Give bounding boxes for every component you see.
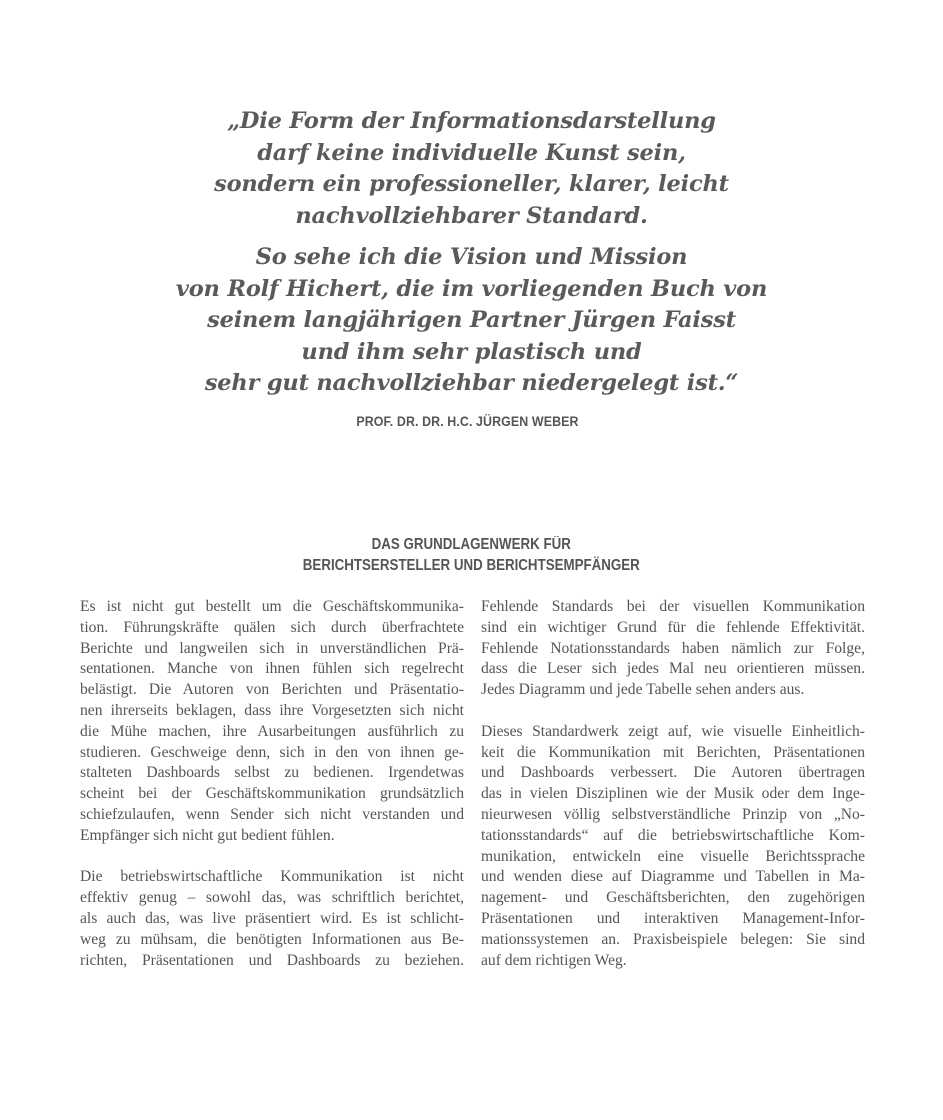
body-line: effektiv genug – sowohl das, was schriftlich berichtet, (80, 889, 464, 907)
body-line: Es ist nicht gut bestellt um die Geschäftskommunika- (80, 598, 464, 615)
body-paragraph (80, 867, 464, 971)
body-line: und Dashboards verbessert. Die Autoren übertragen (481, 764, 865, 782)
body-line: keit die Kommunikation mit Berichten, Präsentationen (481, 743, 865, 761)
quote-paragraph-1 (80, 106, 863, 232)
body-line: scheint bei der Geschäftskommunikation grundsätzlich (80, 785, 464, 803)
body-line: munikation, entwickeln eine visuelle Berichtssprache (481, 847, 865, 865)
heading-line: BERICHTSERSTELLER UND BERICHTSEMPFÄNGER (302, 557, 640, 574)
quote-line: sondern ein professioneller, klarer, leicht (214, 171, 729, 197)
quote-line: seinem langjährigen Partner Jürgen Faisst (207, 307, 736, 333)
body-paragraph (481, 597, 865, 701)
body-line: als auch das, was live präsentiert wird. Es ist schlicht- (80, 909, 464, 927)
quote-line: sehr gut nachvollziehbar niedergelegt ist.“ (204, 370, 739, 396)
body-line: Jedes Diagramm und jede Tabelle sehen anders aus. (481, 681, 805, 699)
body-line: nagement- und Geschäftsberichten, den zugehörigen (481, 889, 865, 907)
section-heading (66, 534, 877, 576)
quote-line: und ihm sehr plastisch und (301, 338, 642, 365)
body-line: sind ein wichtiger Grund für die fehlende Effektivität. (481, 618, 865, 636)
body-line: tion. Führungskräfte quälen sich durch überfrachtete (80, 618, 464, 636)
body-line: belästigt. Die Autoren von Berichten und Präsentatio- (80, 681, 464, 699)
body-line: dass die Leser sich jedes Mal neu orientieren müssen. (481, 660, 865, 678)
body-line: richten, Präsentationen und Dashboards zu beziehen. (80, 951, 464, 969)
quote-line: „Die Form der Informationsdarstellung (227, 108, 716, 134)
body-line: Fehlende Standards bei der visuellen Kommunikation (481, 598, 865, 615)
body-line: nieurwesen völlig selbstverständliche Prinzip von „No- (481, 805, 865, 823)
body-paragraph (80, 597, 464, 847)
body-line: Berichte und langweilen sich in unverständlichen Prä- (80, 639, 464, 657)
body-line: Empfänger sich nicht gut bedient fühlen. (80, 826, 335, 844)
endorsement-quote (80, 106, 863, 400)
quote-line: nachvollziehbarer Standard. (295, 202, 648, 229)
body-line: sentationen. Manche von ihnen fühlen sich regelrecht (80, 660, 464, 678)
heading-line: DAS GRUNDLAGENWERK FÜR (371, 536, 571, 553)
body-column-left (80, 597, 464, 971)
quote-paragraph-2 (80, 242, 863, 400)
body-line: Fehlende Notationsstandards haben nämlich zur Folge, (481, 639, 865, 657)
quote-line: darf keine individuelle Kunst sein, (257, 139, 686, 166)
body-line: und wenden diese auf Diagramme und Tabellen in Ma- (481, 868, 865, 886)
body-line: das in vielen Disziplinen wie der Musik oder dem Inge- (481, 785, 865, 803)
body-column-right (481, 597, 865, 971)
body-line: die Mühe machen, ihre Ausarbeitungen ausführlich zu (80, 722, 464, 740)
body-line: studieren. Geschweige denn, sich in den von ihnen ge- (80, 743, 464, 761)
quote-author: PROF. DR. DR. H.C. JÜRGEN WEBER (356, 414, 579, 429)
body-paragraph (481, 722, 865, 972)
body-line: Präsentationen und interaktiven Management-Infor- (481, 909, 865, 927)
body-line: nen ihrerseits beklagen, dass ihre Vorgesetzten sich nicht (80, 701, 464, 719)
body-line: Die betriebswirtschaftliche Kommunikation ist nicht (80, 868, 464, 886)
body-line: mationssystemen an. Praxisbeispiele belegen: Sie sind (481, 930, 865, 948)
quote-line: von Rolf Hichert, die im vorliegenden Buch von (175, 275, 768, 302)
body-line: tationsstandards“ auf die betriebswirtschaftliche Kom- (481, 826, 865, 844)
body-line: Dieses Standardwerk zeigt auf, wie visuelle Einheitlich- (481, 722, 865, 740)
body-line: stalteten Dashboards selbst zu bedienen. Irgendetwas (80, 764, 464, 782)
body-line: schiefzulaufen, wenn Sender sich nicht verstanden und (80, 805, 464, 823)
body-line: auf dem richtigen Weg. (481, 951, 627, 969)
quote-line: So sehe ich die Vision und Mission (255, 244, 688, 270)
body-line: weg zu mühsam, die benötigten Informationen aus Be- (80, 930, 464, 948)
